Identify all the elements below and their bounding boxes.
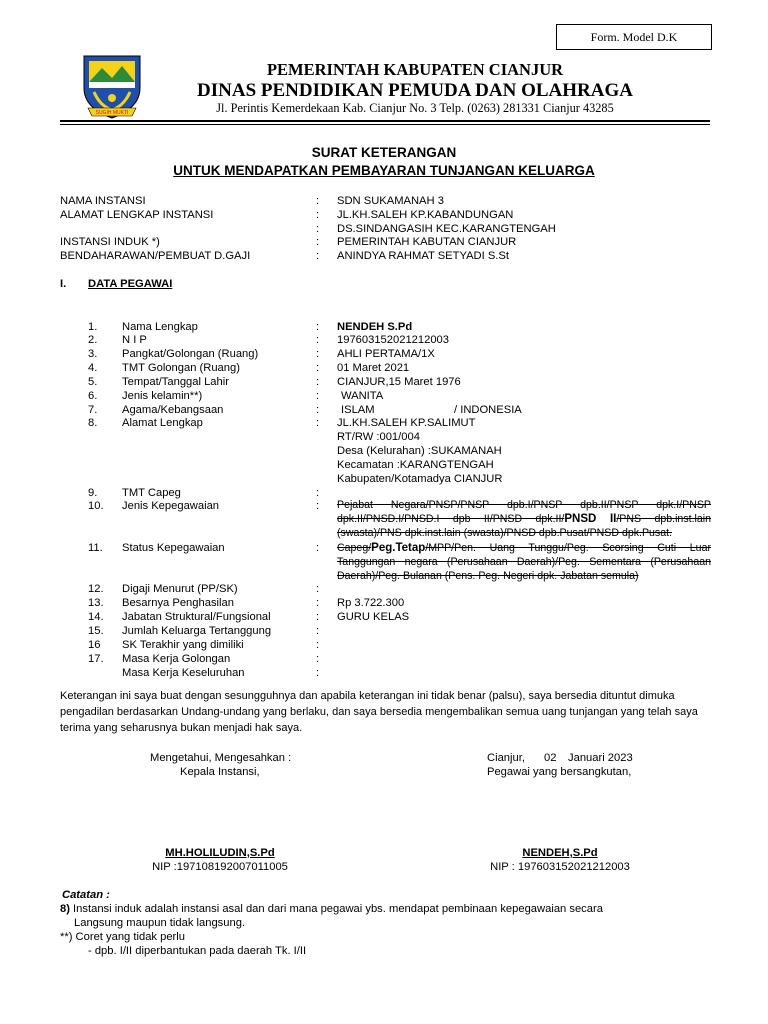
doc-subtitle: UNTUK MENDAPATKAN PEMBAYARAN TUNJANGAN KELUARGA <box>173 163 595 178</box>
sign-right-name: NENDEH,S.Pd <box>522 847 598 859</box>
field-label: TMT Capeg <box>122 487 181 499</box>
header-address: Jl. Perintis Kemerdekaan Kab. Cianjur No. 3 Telp. (0263) 281331 Cianjur 43285 <box>216 101 614 115</box>
form-label: Form. Model D.K <box>556 24 712 50</box>
field-label: Jenis kelamin**) <box>122 390 203 402</box>
sign-left-nip: NIP :197108192007011005 <box>152 861 288 873</box>
field-value-kebangsaan: / INDONESIA <box>454 404 522 416</box>
instansi-value: SDN SUKAMANAH 3 <box>337 195 444 207</box>
field-value-tmt-gol: 01 Maret 2021 <box>337 362 410 374</box>
doc-title: SURAT KETERANGAN <box>311 145 457 160</box>
sign-right-place: Cianjur, <box>487 752 525 764</box>
field-value-ttl: CIANJUR,15 Maret 1976 <box>337 376 461 388</box>
field-label: Digaji Menurut (PP/SK) <box>122 583 238 595</box>
field-value-pangkat: AHLI PERTAMA/1X <box>337 348 435 360</box>
item-number: 1. <box>88 321 98 333</box>
field-value-kecamatan: Kecamatan :KARANGTENGAH <box>337 459 494 471</box>
section-number: I. <box>60 278 67 290</box>
field-value-desa: Desa (Kelurahan) :SUKAMANAH <box>337 445 502 457</box>
field-label: Jabatan Struktural/Fungsional <box>122 611 271 623</box>
instansi-value: JL.KH.SALEH KP.KABANDUNGAN <box>337 209 514 221</box>
item-number: 15. <box>88 625 104 637</box>
notes-title: Catatan : <box>62 889 110 901</box>
field-value-agama: ISLAM <box>341 404 375 416</box>
field-label: Alamat Lengkap <box>122 417 203 429</box>
note-2: **) Coret yang tidak perlu <box>60 931 185 943</box>
item-number: 9. <box>88 487 98 499</box>
sign-right-day: 02 <box>544 752 557 764</box>
item-number: 13. <box>88 597 104 609</box>
sign-right-monthyear: Januari 2023 <box>568 752 633 764</box>
item-number: 8. <box>88 417 98 429</box>
header-line1: PEMERINTAH KABUPATEN CIANJUR <box>266 60 564 79</box>
section-title: DATA PEGAWAI <box>88 278 173 290</box>
note-1-cont: Langsung maupun tidak langsung. <box>74 917 246 929</box>
instansi-value: ANINDYA RAHMAT SETYADI S.St <box>337 250 509 262</box>
item-number: 6. <box>88 390 98 402</box>
field-label: N I P <box>122 334 147 346</box>
cianjur-crest-icon <box>80 52 144 122</box>
item-number: 4. <box>88 362 98 374</box>
item-number: 16 <box>88 639 101 651</box>
sign-left-line2: Kepala Instansi, <box>180 766 260 778</box>
field-label: Status Kepegawaian <box>122 542 225 554</box>
field-label: Besarnya Penghasilan <box>122 597 234 609</box>
item-number: 17. <box>88 653 104 665</box>
item-number: 14. <box>88 611 104 623</box>
statement-paragraph: Keterangan ini saya buat dengan sesungguhnya dan apabila keterangan ini tidak benar (palsu), saya bersedia dituntut dimuka pengadilan berdasarkan Undang-undang yang berlaku, dan saya bersedia mengembalikan semua uang tunjangan yang telah saya terima yang seharusnya bukan menjadi hak saya. <box>60 690 698 734</box>
note-1: 8) Instansi induk adalah instansi asal dan dari mana pegawai ybs. mendapat pembinaan kepegawaian secara <box>60 903 603 915</box>
field-value-alamat: JL.KH.SALEH KP.SALIMUT <box>337 417 476 429</box>
header-line2: DINAS PENDIDIKAN PEMUDA DAN OLAHRAGA <box>197 80 633 101</box>
sign-right-nip: NIP : 197603152021212003 <box>490 861 630 873</box>
field-label: Agama/Kebangsaan <box>122 404 224 416</box>
field-label: Nama Lengkap <box>122 321 198 333</box>
item-number: 10. <box>88 500 104 512</box>
field-label: Jumlah Keluarga Tertanggung <box>122 625 272 637</box>
field-value-jenis: Pejabat Negara/PNSP/PNSP dpb.I/PNSP dpb.II/PNSP dpk.I/PNSP dpk.II/PNSD.I/PNSD.I dpb II/PNSD dpk.II/PNSD II/PNS dpb.inst.lain (swasta)/PNS dpk.inst.lain (swasta)/PNSD dpb.Pusat/PNSD dpk.Pusat. <box>337 499 712 540</box>
instansi-value: PEMERINTAH KABUTAN CIANJUR <box>337 236 517 248</box>
field-label: SK Terakhir yang dimiliki <box>122 639 244 651</box>
sign-right-line2: Pegawai yang bersangkutan, <box>487 766 632 778</box>
field-label: Jenis Kepegawaian <box>122 500 220 512</box>
item-number: 11. <box>88 542 103 554</box>
field-value-jabatan: GURU KELAS <box>337 611 410 623</box>
item-number: 5. <box>88 376 98 388</box>
field-value-rtrw: RT/RW :001/004 <box>337 431 420 443</box>
field-label: TMT Golongan (Ruang) <box>122 362 240 374</box>
sign-left-name: MH.HOLILUDIN,S.Pd <box>165 847 275 859</box>
item-number: 7. <box>88 404 98 416</box>
header-divider-thin <box>60 124 710 125</box>
instansi-label: NAMA INSTANSI <box>60 195 146 207</box>
field-value-nama: NENDEH S.Pd <box>337 321 413 333</box>
item-number: 12. <box>88 583 104 595</box>
instansi-label: INSTANSI INDUK *) <box>60 236 160 248</box>
sign-left-line1: Mengetahui, Mengesahkan : <box>150 752 292 764</box>
field-value-status: Capeg/Peg.Tetap/MPP/Pen. Uang Tunggu/Peg. Scorsing Cuti Luar Tanggungan negara (Perusahaan Daerah)/Peg. Sementara (Perusahaan Daerah)/Peg. Bulanan (Pens. Peg. Negeri dpk. Jabatan semula) <box>337 542 711 583</box>
field-value-penghasilan: Rp 3.722.300 <box>337 597 405 609</box>
field-label: Masa Kerja Golongan <box>122 653 231 665</box>
field-value-nip: 197603152021212003 <box>337 334 449 346</box>
instansi-label: BENDAHARAWAN/PEMBUAT D.GAJI <box>60 250 251 262</box>
header-divider <box>60 120 710 122</box>
field-label: Pangkat/Golongan (Ruang) <box>122 348 259 360</box>
logo-ribbon-text: SUGIH MUKTI <box>95 110 129 116</box>
instansi-value: DS.SINDANGASIH KEC.KARANGTENGAH <box>337 223 556 235</box>
note-3: - dpb. I/II diperbantukan pada daerah Tk. I/II <box>88 945 307 957</box>
field-label: Tempat/Tanggal Lahir <box>122 376 229 388</box>
field-value-jk: WANITA <box>341 390 384 402</box>
item-number: 2. <box>88 334 98 346</box>
item-number: 3. <box>88 348 98 360</box>
field-label: Masa Kerja Keseluruhan <box>122 667 245 679</box>
field-value-kabupaten: Kabupaten/Kotamadya CIANJUR <box>337 473 503 485</box>
instansi-label: ALAMAT LENGKAP INSTANSI <box>60 209 214 221</box>
